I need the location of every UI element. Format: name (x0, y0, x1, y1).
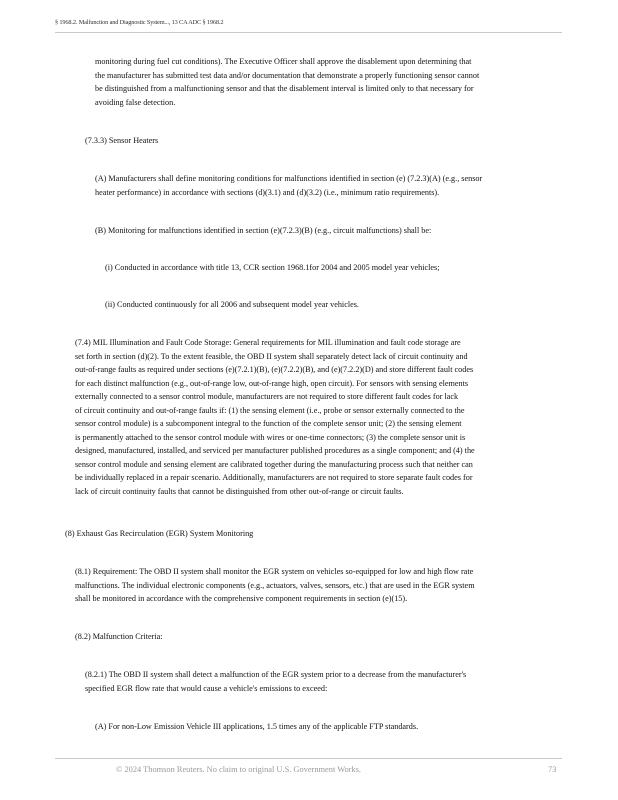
list-item-non-lev3-applications (95, 720, 418, 734)
text-line: specified EGR flow rate that would cause a vehicle's emissions to exceed: (85, 683, 328, 693)
text-line: (A) For non-Low Emission Vehicle III applications, 1.5 times any of the applicable FTP standards. (95, 722, 419, 731)
text-line: (A) Manufacturers shall define monitoring conditions for malfunctions identified in section (e) (7.2.3)(A) (e.g., sensor (95, 174, 483, 183)
text-line: out-of-range faults as required under sections (e)(7.2.1)(B), (e)(7.2.2)(B), and (e)(7.2.2)(D) and store different fault codes (75, 365, 474, 375)
text-line: (8.1) Requirement: The OBD II system shall monitor the EGR system on vehicles so-equipped for low and high flow rate (75, 567, 474, 576)
header-divider (55, 32, 562, 33)
text-line: (7.3.3) Sensor Heaters (85, 136, 159, 145)
text-line: lack of circuit continuity faults that cannot be distinguished from other out-of-range or circuit faults. (75, 487, 404, 497)
paragraph-sensor-heater-monitoring-conditions (95, 172, 482, 199)
heading-egr-system-monitoring (65, 527, 253, 541)
text-line: of circuit continuity and out-of-range faults if: (1) the sensing element (i.e., probe or sensor externally connected to the (75, 405, 465, 415)
text-line: (B) Monitoring for malfunctions identified in section (e)(7.2.3)(B) (e.g., circuit malfunctions) shall be: (95, 226, 432, 235)
text-line: (8) Exhaust Gas Recirculation (EGR) System Monitoring (65, 529, 254, 538)
text-line: (7.4) MIL Illumination and Fault Code Storage: General requirements for MIL illumination and fault code storage are (75, 338, 461, 347)
text-line: set forth in section (d)(2). To the extent feasible, the OBD II system shall separately detect lack of circuit continuity and (75, 351, 468, 361)
text-line: sensor control module) is a subcomponent integral to the function of the complete sensor unit; (2) the sensing element (75, 419, 462, 429)
paragraph-fuel-cut-disablement (95, 55, 479, 109)
footer-divider (55, 758, 562, 759)
text-line: heater performance) in accordance with sections (d)(3.1) and (d)(3.2) (i.e., minimum ratio requirements). (95, 187, 440, 197)
text-line: (i) Conducted in accordance with title 13, CCR section 1968.1for 2004 and 2005 model year vehicles; (105, 263, 440, 272)
text-line: the manufacturer has submitted test data and/or documentation that demonstrate a properly functioning sensor cannot (95, 70, 480, 80)
text-line: shall be monitored in accordance with the comprehensive component requirements in section (e)(15). (75, 594, 408, 604)
text-line: (ii) Conducted continuously for all 2006 and subsequent model year vehicles. (105, 300, 359, 309)
text-line: (8.2) Malfunction Criteria: (75, 632, 163, 641)
copyright-notice: © 2024 Thomson Reuters. No claim to original U.S. Government Works. (116, 765, 361, 774)
paragraph-egr-flow-malfunction (85, 668, 466, 695)
paragraph-mil-illumination-fault-code-storage (75, 336, 475, 499)
text-line: be distinguished from a malfunctioning sensor and that the disablement interval is limited only to that necessary for (95, 84, 474, 94)
paragraph-egr-requirement (75, 565, 475, 606)
text-line: avoiding false detection. (95, 97, 176, 107)
text-line: sensor control module and sensing element are calibrated together during the manufacturing process such that neither can (75, 459, 473, 469)
page-number: 73 (548, 765, 557, 774)
text-line: for each distinct malfunction (e.g., out-of-range low, out-of-range high, open circuit). For sensors with sensing elements (75, 378, 469, 388)
text-line: malfunctions. The individual electronic components (e.g., actuators, valves, sensors, etc.) that are used in the EGR system (75, 580, 475, 590)
text-line: monitoring during fuel cut conditions). The Executive Officer shall approve the disablement upon determining that (95, 57, 472, 66)
heading-malfunction-criteria (75, 630, 163, 644)
paragraph-circuit-malfunction-monitoring (95, 224, 431, 238)
text-line: is permanently attached to the sensor control module with wires or one-time connectors; (3) the complete sensor unit is (75, 432, 466, 442)
running-header: § 1968.2. Malfunction and Diagnostic System..., 13 CA ADC § 1968.2 (55, 19, 224, 26)
list-item-model-year-2004-2005 (105, 261, 439, 275)
heading-sensor-heaters (85, 134, 158, 148)
text-line: externally connected to a sensor control module, manufacturers are not required to store different fault codes for lack (75, 392, 459, 402)
text-line: be individually replaced in a repair scenario. Additionally, manufacturers are not required to store separate fault codes for (75, 473, 473, 483)
text-line: designed, manufactured, installed, and serviced per manufacturer published procedures as a single component; and (4) the (75, 446, 475, 456)
list-item-model-year-2006-plus (105, 298, 359, 312)
text-line: (8.2.1) The OBD II system shall detect a malfunction of the EGR system prior to a decrease from the manufacturer's (85, 670, 467, 679)
